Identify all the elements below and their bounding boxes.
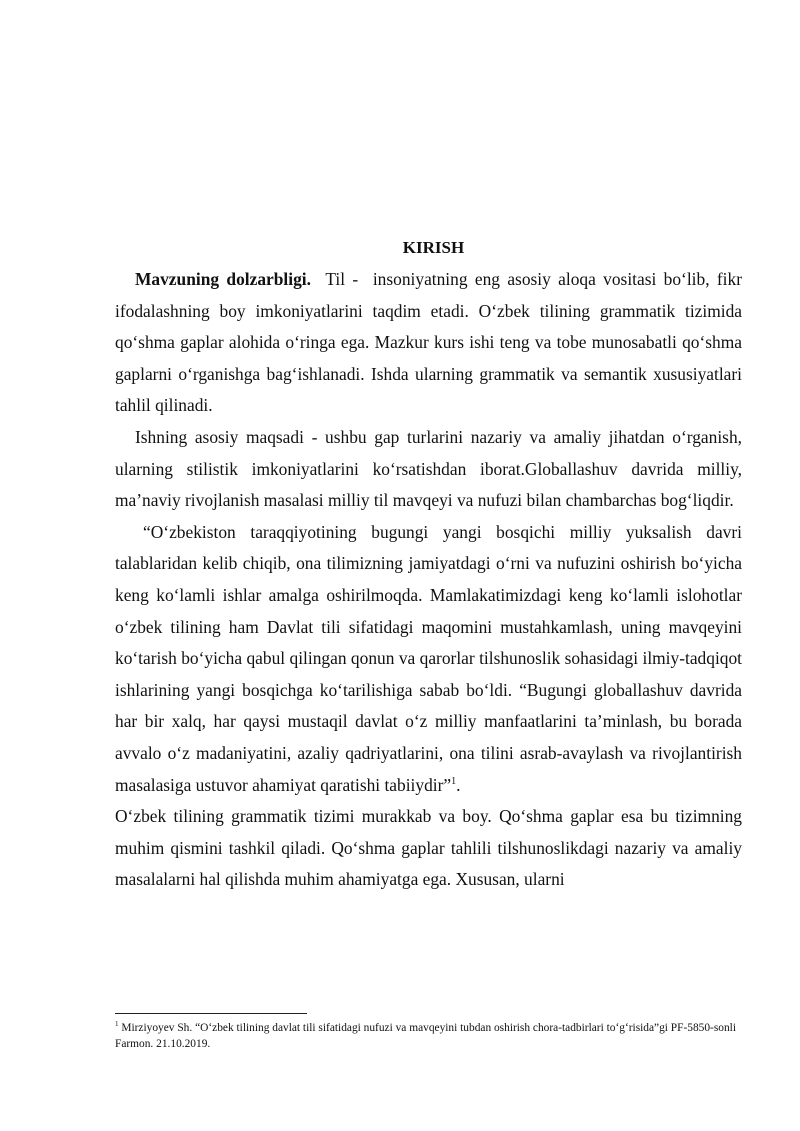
footnote-reference[interactable]: 1 xyxy=(451,775,457,787)
footnote-text: Mirziyoyev Sh. “O‘zbek tilining davlat tili sifatidagi nufuzi va mavqeyini tubdan oshirish chora-tadbirlari to‘g‘risida”gi PF-5850-sonli Farmon. 21.10.2019. xyxy=(115,1022,736,1050)
quote-text: “O‘zbekiston taraqqiyotining bugungi yangi bosqichi milliy yuksalish davri talablaridan kelib chiqib, ona tilimizning jamiyatdagi o‘rni va nufuzini oshirish bo‘yicha keng ko‘lamli ishlar amalga oshirilmoqda. Mamlakatimizdagi keng ko‘lamli islohotlar o‘zbek tilining ham Davlat tili sifatidagi maqomini mustahkamlash, uning mavqeyini ko‘tarish bo‘yicha qabul qilingan qonun va qarorlar tilshunoslik sohasidagi ilmiy-tadqiqot ishlarining yangi bosqichga ko‘tarilishiga sabab bo‘ldi. “Bugungi globallashuv davrida har bir xalq, har qaysi mustaqil davlat o‘z milliy manfaatlarini ta’minlash, bu borada avvalo o‘z madaniyatini, azaliy qadriyatlarini, ona tilini asrab-avaylash va rivojlantirish masalasiga ustuvor ahamiyat qaratishi tabiiydir” xyxy=(115,521,742,795)
page-content xyxy=(115,232,747,896)
quote-end: . xyxy=(456,774,461,795)
paragraph-quote xyxy=(115,517,742,801)
paragraph-relevance xyxy=(115,264,747,422)
paragraph-grammar: O‘zbek tilining grammatik tizimi murakkab va boy. Qo‘shma gaplar esa bu tizimning muhim qismini tashkil qiladi. Qo‘shma gaplar tahlili tilshunoslikdagi nazariy va amaliy masalalarni hal qilishda muhim ahamiyatga ega. Xususan, ularni xyxy=(115,806,742,890)
section-heading: KIRISH xyxy=(402,238,465,257)
footnote-mark: 1 xyxy=(115,1020,119,1029)
footnote xyxy=(115,1020,742,1052)
paragraph-aim: Ishning asosiy maqsadi - ushbu gap turlarini nazariy va amaliy jihatdan o‘rganish, ularning stilistik imkoniyatlarini ko‘rsatishdan iborat.Globallashuv davrida milliy, ma’naviy rivojlanish masalasi milliy til mavqeyi va nufuzi bilan chambarchas bog‘liqdir. xyxy=(115,426,742,511)
footnote-divider xyxy=(115,1013,307,1014)
paragraph-text: Til - insoniyatning eng asosiy aloqa vositasi bo‘lib, fikr ifodalashning boy imkoniyatlarini taqdim etadi. O‘zbek tilining grammatik tizimida qo‘shma gaplar alohida o‘ringa ega. Mazkur kurs ishi teng va tobe munosabatli qo‘shma gaplarni o‘rganishga bag‘ishlanadi. Ishda ularning grammatik va semantik xususiyatlari tahlil qilinadi. xyxy=(115,269,747,416)
paragraph-lead: Mavzuning dolzarbligi. xyxy=(135,269,311,289)
